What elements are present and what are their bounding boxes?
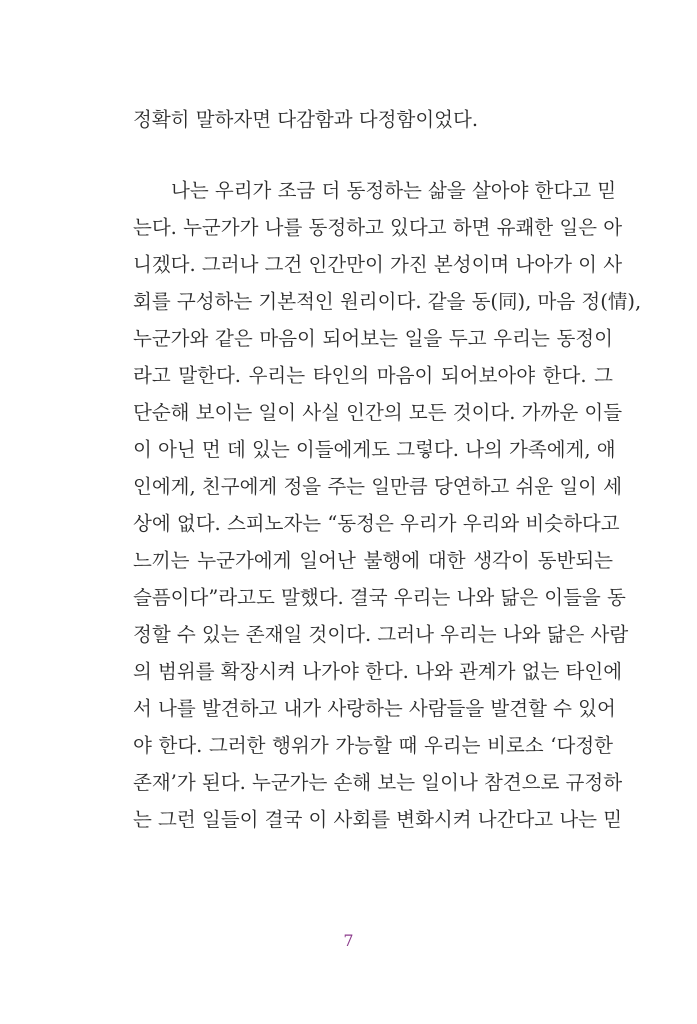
text-line: 슬픔이다”라고도 말했다. 결국 우리는 나와 닮은 이들을 동: [133, 586, 626, 609]
text-line: 나는 우리가 조금 더 동정하는 삶을 살아야 한다고 믿: [171, 179, 617, 202]
text-line: 회를 구성하는 기본적인 원리이다. 같을 동(同), 마음 정(情),: [133, 290, 642, 313]
text-line: 존재’가 된다. 누군가는 손해 보는 일이나 참견으로 규정하: [133, 771, 623, 794]
text-line: 서 나를 발견하고 내가 사랑하는 사람들을 발견할 수 있어: [133, 697, 616, 720]
text-line: 의 범위를 확장시켜 나가야 한다. 나와 관계가 없는 타인에: [133, 660, 623, 683]
text-line: 정할 수 있는 존재일 것이다. 그러나 우리는 나와 닮은 사람: [133, 623, 629, 646]
text-line: 누군가와 같은 마음이 되어보는 일을 두고 우리는 동정이: [133, 327, 613, 350]
text-line: 느끼는 누군가에게 일어난 불행에 대한 생각이 동반되는: [133, 549, 613, 572]
text-line: 는다. 누군가가 나를 동정하고 있다고 하면 유쾌한 일은 아: [133, 216, 623, 239]
text-line: 라고 말한다. 우리는 타인의 마음이 되어보아야 한다. 그: [133, 364, 613, 387]
text-line: 상에 없다. 스피노자는 “동정은 우리가 우리와 비슷하다고: [133, 512, 620, 535]
text-line: 단순해 보이는 일이 사실 인간의 모든 것이다. 가까운 이들: [133, 401, 623, 424]
text-line: 야 한다. 그러한 행위가 가능할 때 우리는 비로소 ‘다정한: [133, 734, 613, 757]
text-line: 이 아닌 먼 데 있는 이들에게도 그렇다. 나의 가족에게, 애: [133, 438, 616, 461]
text-line: 정확히 말하자면 다감함과 다정함이었다.: [133, 108, 479, 131]
text-line: 인에게, 친구에게 정을 주는 일만큼 당연하고 쉬운 일이 세: [133, 475, 623, 498]
text-line: 니겠다. 그러나 그건 인간만이 가진 본성이며 나아가 이 사: [133, 253, 623, 276]
page-number: 7: [343, 931, 354, 950]
text-line: 는 그런 일들이 결국 이 사회를 변화시켜 나간다고 나는 믿: [133, 808, 623, 831]
